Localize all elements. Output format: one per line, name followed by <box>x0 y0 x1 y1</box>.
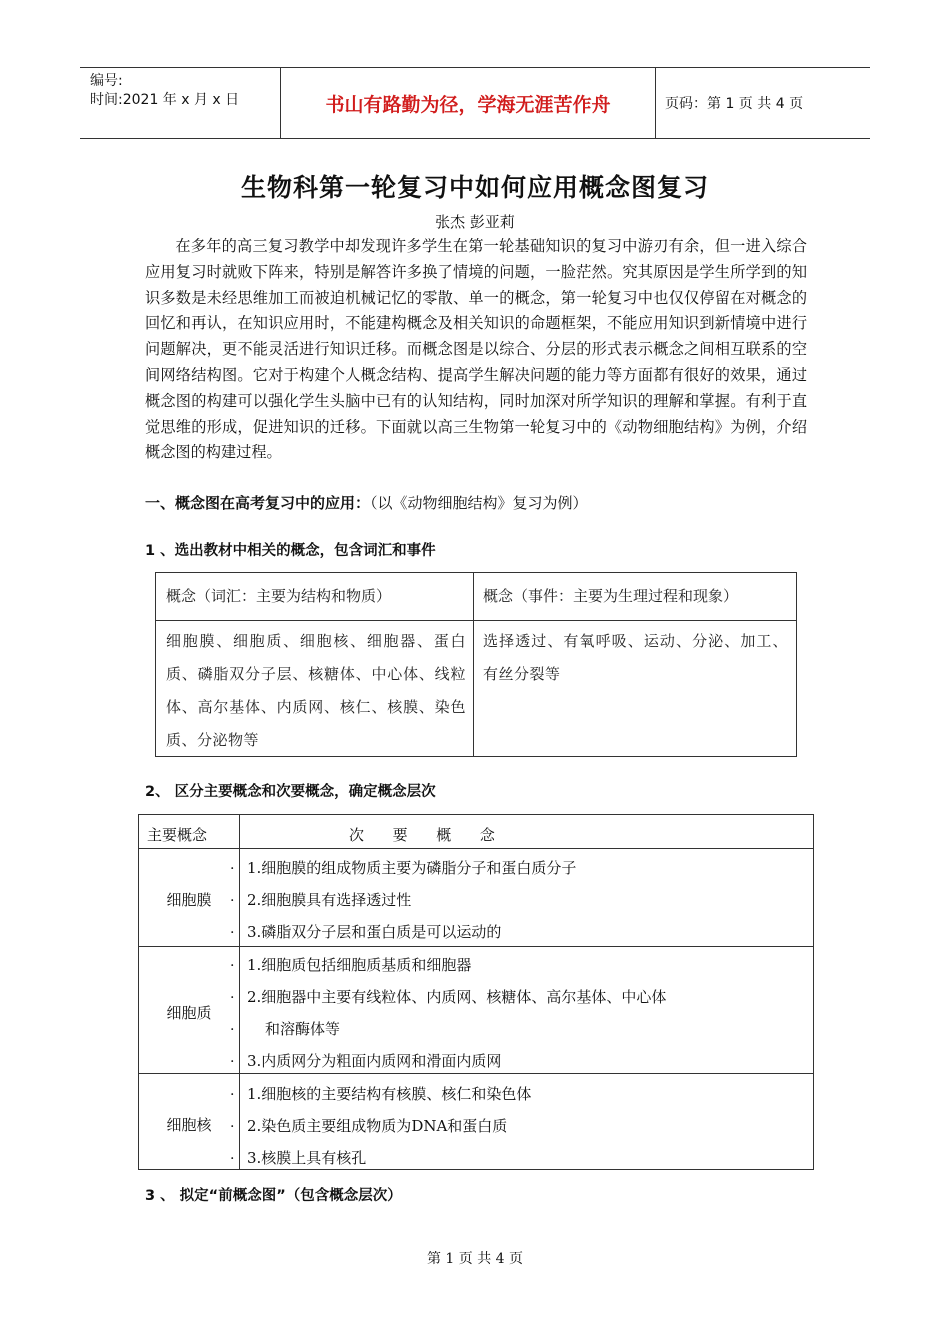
page-footer: 第 1 页 共 4 页 <box>426 1251 524 1267</box>
sub-concept: 2.细胞膜具有选择透过性 <box>247 891 412 909</box>
hierarchy-table <box>138 814 814 1170</box>
header-number: 编号: <box>90 73 123 89</box>
step3-heading: 3 、 拟定“前概念图”（包含概念层次） <box>145 1188 402 1204</box>
table-header-events: 概念（事件：主要为生理过程和现象） <box>483 587 739 605</box>
row-dot: . <box>230 1018 235 1034</box>
table-cell-events: 选择透过、有氧呼吸、运动、分泌、加工、有丝分裂等 <box>483 632 788 683</box>
document-title: 生物科第一轮复习中如何应用概念图复习 <box>240 173 709 202</box>
table-divider <box>139 1073 813 1074</box>
row-dot: . <box>230 857 235 873</box>
table-header-vocab: 概念（词汇：主要为结构和物质） <box>166 587 392 605</box>
sub-concept: 3.核膜上具有核孔 <box>247 1149 367 1167</box>
table-divider <box>239 815 240 1169</box>
section-heading-bold: 一、概念图在高考复习中的应用： <box>145 494 371 512</box>
table-divider <box>156 620 796 621</box>
main-concept: 细胞质 <box>166 1004 212 1022</box>
table-cell-vocab: 细胞膜、细胞质、细胞核、细胞器、蛋白质、磷脂双分子层、核糖体、中心体、线粒体、高尔基体、内质网、核仁、核膜、染色质、分泌物等 <box>166 632 466 749</box>
row-dot: . <box>230 921 235 937</box>
step2-heading: 2、 区分主要概念和次要概念，确定概念层次 <box>145 784 436 800</box>
header-meta <box>90 72 239 110</box>
row-dot: . <box>230 889 235 905</box>
header-page-info: 页码：第 1 页 共 4 页 <box>665 96 804 112</box>
table-divider <box>473 573 474 756</box>
sub-concept: 2.染色质主要组成物质为DNA和蛋白质 <box>247 1117 508 1135</box>
table-header-sub: 次 要 概 念 <box>349 826 495 844</box>
section-heading-normal: （以《动物细胞结构》复习为例） <box>370 494 588 512</box>
header-divider <box>655 68 656 138</box>
sub-concept: 1.细胞膜的组成物质主要为磷脂分子和蛋白质分子 <box>247 859 577 877</box>
intro-paragraph: 在多年的高三复习教学中却发现许多学生在第一轮基础知识的复习中游刃有余，但一进入综合应用复习时就败下阵来，特别是解答许多换了情境的问题，一脸茫然。究其原因是学生所学到的知识多数是未经思维加工而被迫机械记忆的零散、单一的概念，第一轮复习中也仅仅停留在对概念的回忆和再认，在知识应用时，不能建构概念及相关知识的命题框架，不能应用知识到新情境中进行问题解决，更不能灵活进行知识迁移。而概念图是以综合、分层的形式表示概念之间相互联系的空间网络结构图。它对于构建个人概念结构、提高学生解决问题的能力等方面都有很好的效果，通过概念图的构建可以强化学生头脑中已有的认知结构，同时加深对所学知识的理解和掌握。有利于直觉思维的形成，促进知识的迁移。下面就以高三生物第一轮复习中的《动物细胞结构》为例，介绍概念图的构建过程。 <box>145 237 807 462</box>
table-divider <box>139 848 813 849</box>
sub-concept: 3.内质网分为粗面内质网和滑面内质网 <box>247 1052 502 1070</box>
sub-concept: 2.细胞器中主要有线粒体、内质网、核糖体、高尔基体、中心体 <box>247 988 667 1006</box>
authors: 张杰 彭亚莉 <box>435 213 515 231</box>
section-heading <box>145 492 588 513</box>
row-dot: . <box>230 986 235 1002</box>
header-motto: 书山有路勤为径，学海无涯苦作舟 <box>325 93 611 116</box>
row-dot: . <box>230 954 235 970</box>
header-time: 时间:2021 年 x 月 x 日 <box>90 92 240 108</box>
concept-table <box>155 572 797 757</box>
sub-concept: 和溶酶体等 <box>265 1020 341 1038</box>
main-concept: 细胞核 <box>166 1116 212 1134</box>
row-dot: . <box>230 1083 235 1099</box>
page-header <box>80 67 870 139</box>
step1-heading: 1 、选出教材中相关的概念，包含词汇和事件 <box>145 543 436 559</box>
sub-concept: 1.细胞核的主要结构有核膜、核仁和染色体 <box>247 1085 532 1103</box>
row-dot: . <box>230 1050 235 1066</box>
sub-concept: 3.磷脂双分子层和蛋白质是可以运动的 <box>247 923 502 941</box>
sub-concept: 1.细胞质包括细胞质基质和细胞器 <box>247 956 472 974</box>
row-dot: . <box>230 1147 235 1163</box>
row-dot: . <box>230 1115 235 1131</box>
table-divider <box>139 946 813 947</box>
table-header-main: 主要概念 <box>147 826 208 844</box>
main-concept: 细胞膜 <box>166 891 212 909</box>
